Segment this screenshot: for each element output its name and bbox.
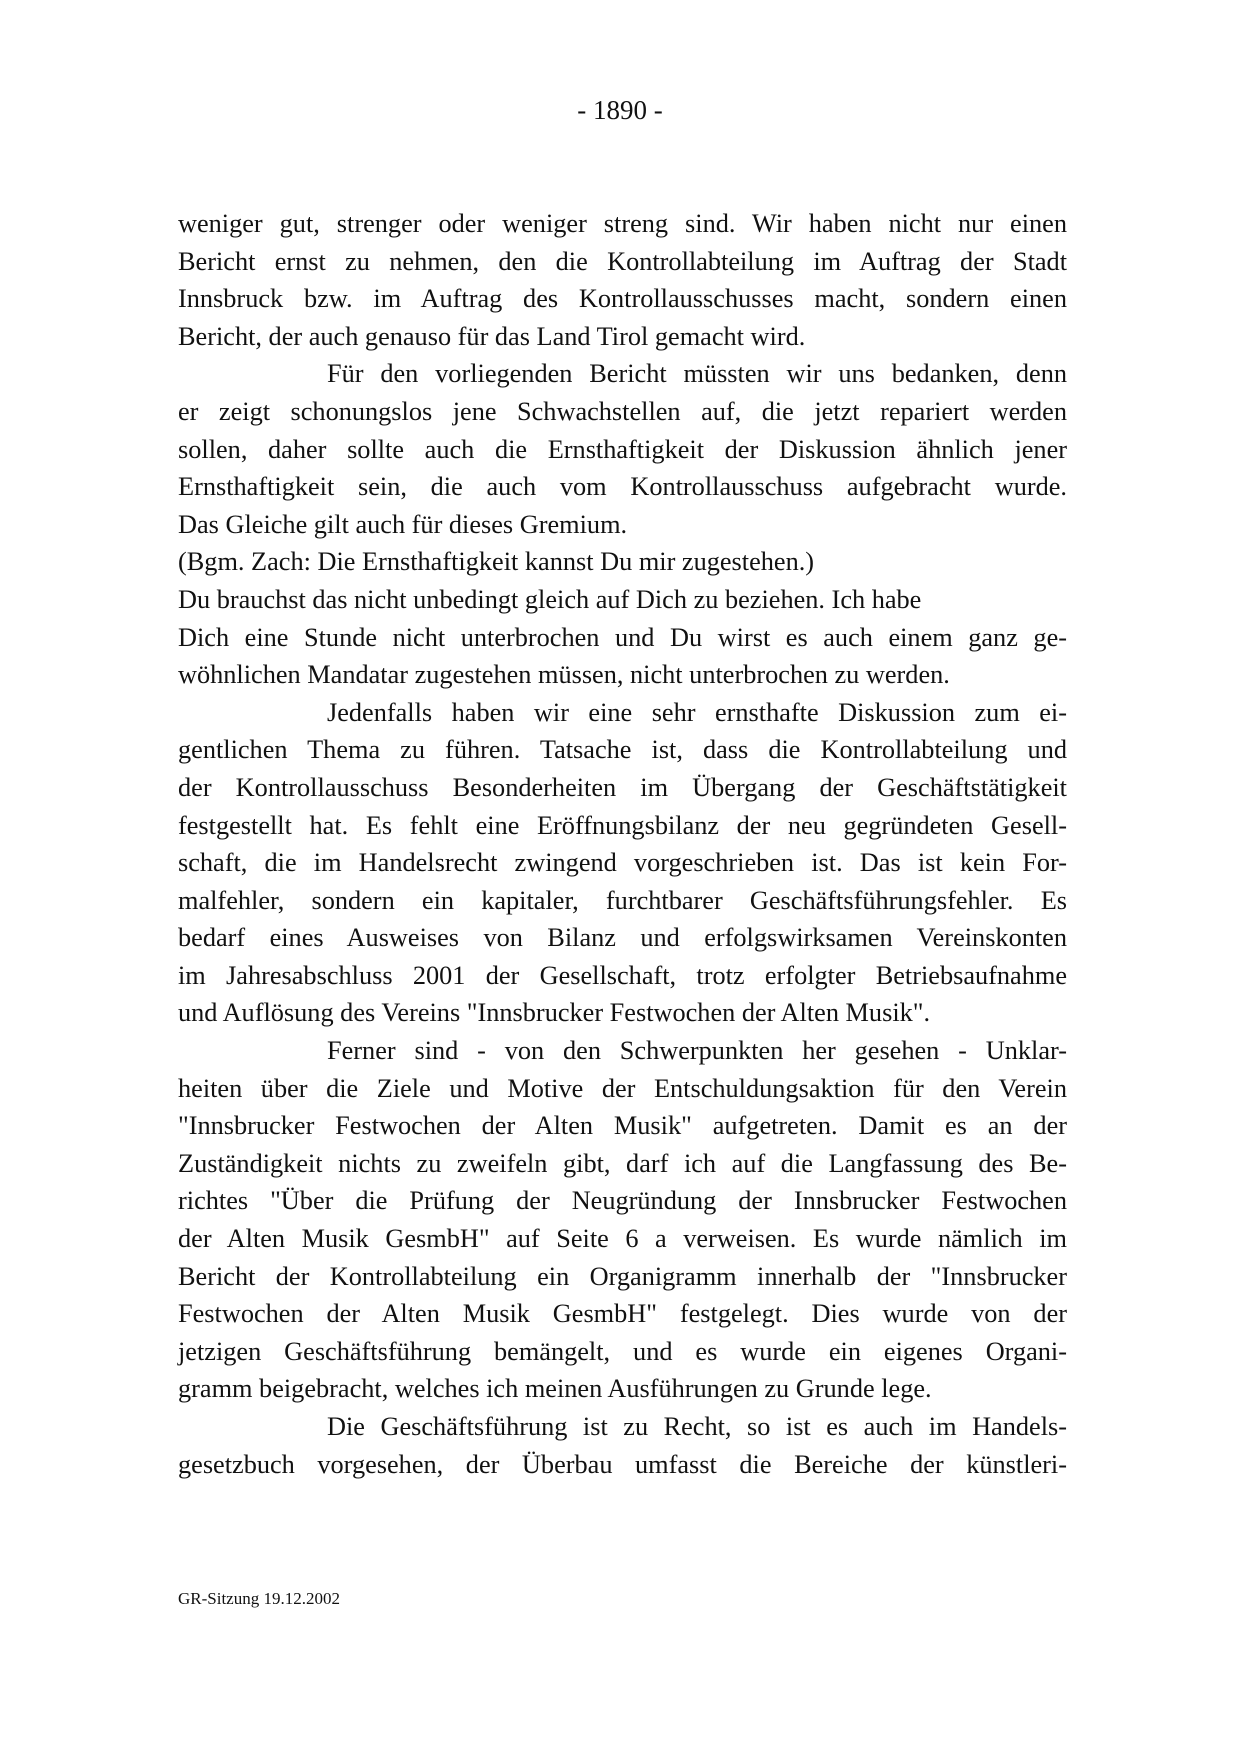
- text-line: Festwochen der Alten Musik GesmbH" festgelegt. Dies wurde von der: [178, 1299, 1067, 1329]
- text-line: Dich eine Stunde nicht unterbrochen und Du wirst es auch einem ganz ge-: [178, 622, 1067, 652]
- text-line: Zuständigkeit nichts zu zweifeln gibt, darf ich auf die Langfassung des Be-: [178, 1148, 1067, 1178]
- paragraph-start-line: Ferner sind - von den Schwerpunkten her gesehen - Unklar-: [327, 1036, 1067, 1066]
- text-line: richtes "Über die Prüfung der Neugründung der Innsbrucker Festwochen: [178, 1186, 1067, 1216]
- text-line: er zeigt schonungslos jene Schwachstellen auf, die jetzt repariert werden: [178, 396, 1067, 426]
- text-line: wöhnlichen Mandatar zugestehen müssen, nicht unterbrochen zu werden.: [178, 660, 950, 690]
- footer-session-date: GR-Sitzung 19.12.2002: [178, 1589, 340, 1608]
- text-line: gentlichen Thema zu führen. Tatsache ist, dass die Kontrollabteilung und: [178, 735, 1067, 765]
- text-line: Ernsthaftigkeit sein, die auch vom Kontrollausschuss aufgebracht wurde.: [178, 472, 1067, 502]
- text-line: bedarf eines Ausweises von Bilanz und erfolgswirksamen Vereinskonten: [178, 923, 1067, 953]
- text-line: jetzigen Geschäftsführung bemängelt, und es wurde ein eigenes Organi-: [178, 1336, 1067, 1366]
- text-line: der Alten Musik GesmbH" auf Seite 6 a verweisen. Es wurde nämlich im: [178, 1224, 1067, 1254]
- body-text: [178, 205, 1067, 1483]
- text-line: weniger gut, strenger oder weniger streng sind. Wir haben nicht nur einen: [178, 209, 1067, 238]
- paragraph-start-line: Jedenfalls haben wir eine sehr ernsthafte Diskussion zum ei-: [327, 697, 1067, 727]
- text-line: "Innsbrucker Festwochen der Alten Musik" aufgetreten. Damit es an der: [178, 1111, 1067, 1141]
- text-line: und Auflösung des Vereins "Innsbrucker Festwochen der Alten Musik".: [178, 998, 931, 1028]
- text-line: gramm beigebracht, welches ich meinen Ausführungen zu Grunde lege.: [178, 1374, 932, 1404]
- text-line: im Jahresabschluss 2001 der Gesellschaft, trotz erfolgter Betriebsaufnahme: [178, 960, 1067, 990]
- text-line: Bericht, der auch genauso für das Land Tirol gemacht wird.: [178, 321, 806, 351]
- interjection-line: (Bgm. Zach: Die Ernsthaftigkeit kannst Du mir zugestehen.): [178, 547, 815, 577]
- paragraph-start-line: Die Geschäftsführung ist zu Recht, so ist es auch im Handels-: [327, 1412, 1067, 1441]
- text-line: Bericht der Kontrollabteilung ein Organigramm innerhalb der "Innsbrucker: [178, 1261, 1067, 1291]
- text-line: malfehler, sondern ein kapitaler, furchtbarer Geschäftsführungsfehler. Es: [178, 885, 1067, 915]
- text-line: Innsbruck bzw. im Auftrag des Kontrollausschusses macht, sondern einen: [178, 284, 1067, 314]
- text-line: Bericht ernst zu nehmen, den die Kontrollabteilung im Auftrag der Stadt: [178, 246, 1067, 276]
- text-line: schaft, die im Handelsrecht zwingend vorgeschrieben ist. Das ist kein For-: [178, 848, 1067, 878]
- text-line: Du brauchst das nicht unbedingt gleich auf Dich zu beziehen. Ich habe: [178, 584, 922, 614]
- text-line: festgestellt hat. Es fehlt eine Eröffnungsbilanz der neu gegründeten Gesell-: [178, 810, 1067, 840]
- text-line: der Kontrollausschuss Besonderheiten im Übergang der Geschäftstätigkeit: [178, 772, 1067, 802]
- text-line: gesetzbuch vorgesehen, der Überbau umfasst die Bereiche der künstleri-: [178, 1449, 1067, 1479]
- page-number: - 1890 -: [577, 95, 663, 125]
- text-line: heiten über die Ziele und Motive der Entschuldungsaktion für den Verein: [178, 1073, 1067, 1103]
- paragraph-start-line: Für den vorliegenden Bericht müssten wir uns bedanken, denn: [327, 359, 1067, 389]
- text-line: Das Gleiche gilt auch für dieses Gremium.: [178, 509, 628, 539]
- text-line: sollen, daher sollte auch die Ernsthaftigkeit der Diskussion ähnlich jener: [178, 434, 1067, 464]
